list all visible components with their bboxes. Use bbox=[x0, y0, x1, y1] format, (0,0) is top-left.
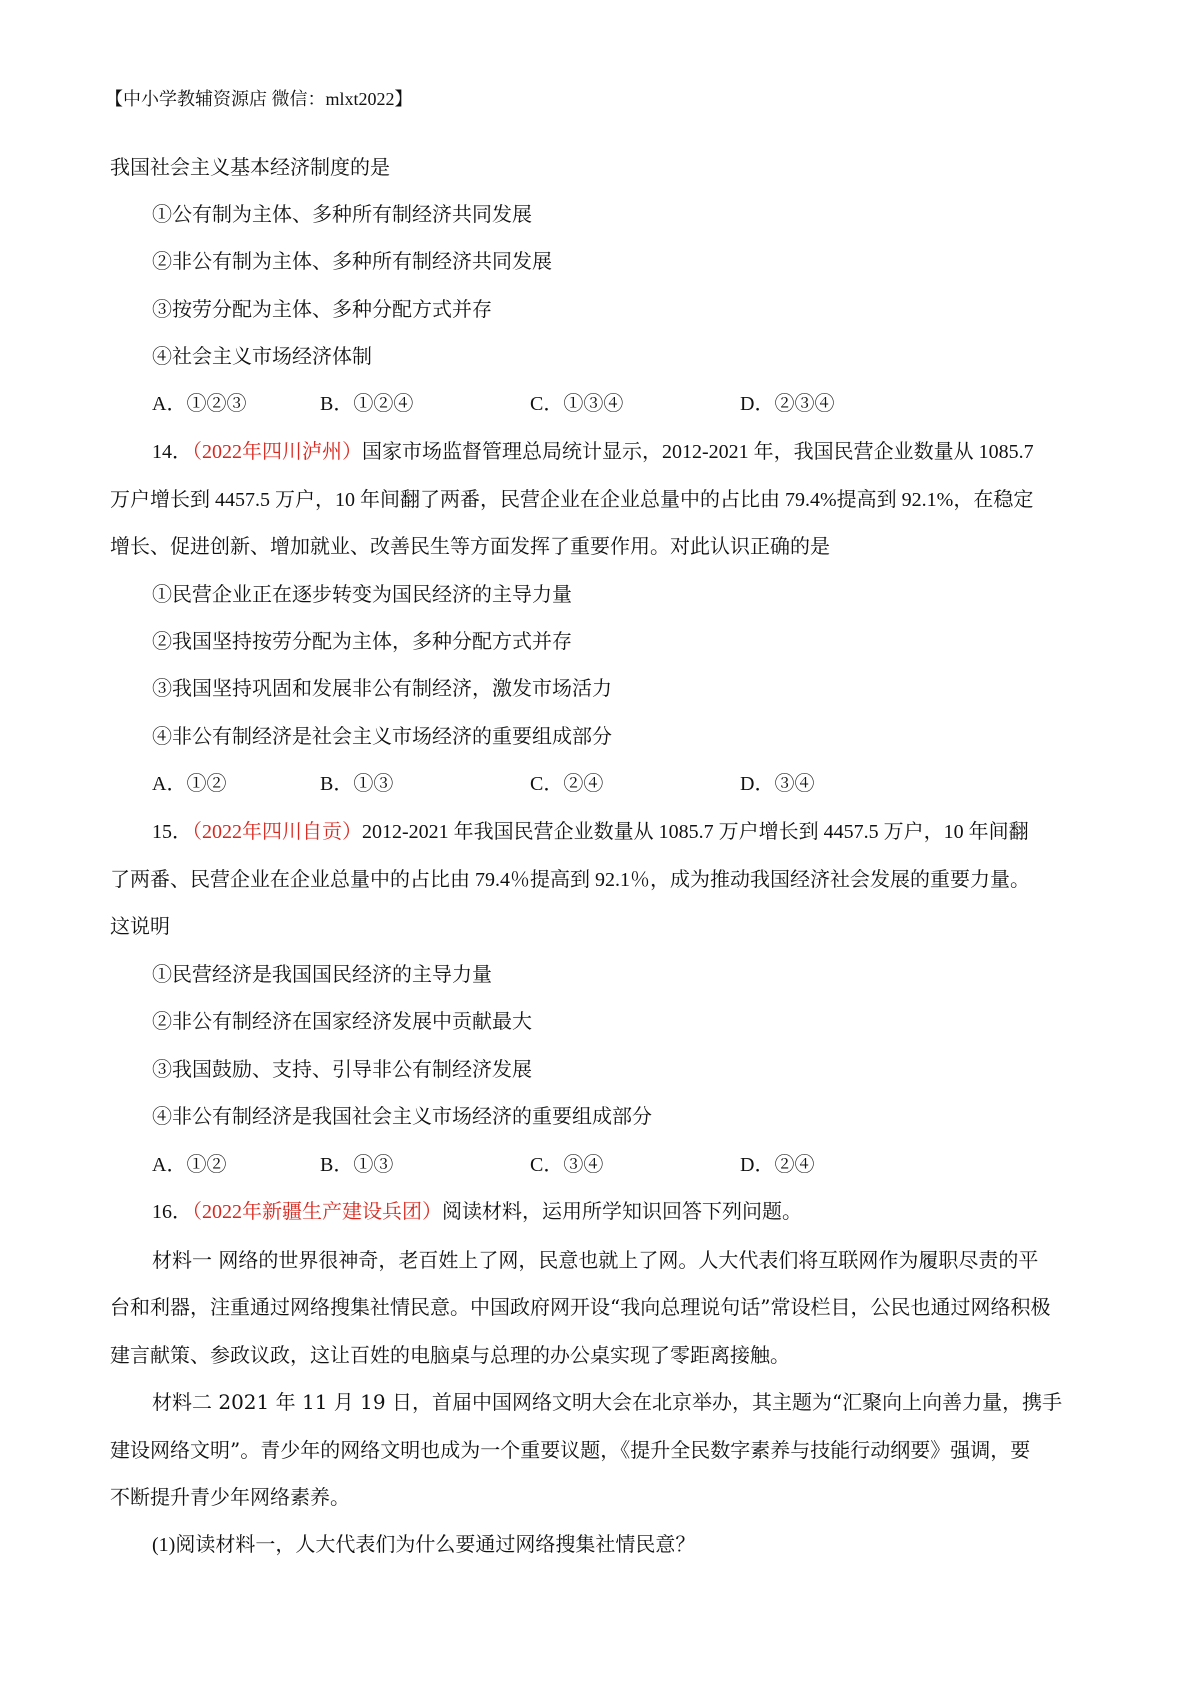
q16-stem-text: 阅读材料，运用所学知识回答下列问题。 bbox=[442, 1201, 802, 1223]
page-header: 【中小学教辅资源店 微信：mlxt2022】 bbox=[105, 89, 413, 109]
q15-item-1: ①民营经济是我国国民经济的主导力量 bbox=[152, 964, 492, 986]
q13-item-4: ④社会主义市场经济体制 bbox=[152, 346, 372, 368]
q15-stem-line-3: 这说明 bbox=[110, 916, 170, 938]
q16-stem-line bbox=[152, 1198, 802, 1226]
q14-choice-c: C．②④ bbox=[530, 773, 604, 795]
q15-item-4: ④非公有制经济是我国社会主义市场经济的重要组成部分 bbox=[152, 1106, 652, 1128]
q13-item-3: ③按劳分配为主体、多种分配方式并存 bbox=[152, 299, 492, 321]
q14-stem-line-2: 万户增长到 4457.5 万户，10 年间翻了两番，民营企业在企业总量中的占比由 79.4%提高到 92.1%，在稳定 bbox=[110, 489, 1034, 511]
q13-choice-b: B．①②④ bbox=[320, 393, 414, 415]
q16-material2-line-3: 不断提升青少年网络素养。 bbox=[110, 1485, 350, 1509]
q14-choice-a: A．①② bbox=[152, 773, 227, 795]
q15-stem-line-1 bbox=[152, 818, 1029, 846]
q15-choice-d: D．②④ bbox=[740, 1154, 815, 1176]
q14-stem-line-1 bbox=[152, 438, 1034, 466]
q14-item-4: ④非公有制经济是社会主义市场经济的重要组成部分 bbox=[152, 726, 612, 748]
q14-choice-b: B．①③ bbox=[320, 773, 394, 795]
q16-material2-line-2: 建设网络文明”。青少年的网络文明也成为一个重要议题，《提升全民数字素养与技能行动纲要》强调，要 bbox=[110, 1438, 1031, 1462]
q15-source: （2022年四川自贡） bbox=[192, 821, 362, 843]
q13-choice-c: C．①③④ bbox=[530, 393, 624, 415]
q15-stem-text-1: 2012-2021 年我国民营企业数量从 1085.7 万户增长到 4457.5 万户，10 年间翻 bbox=[362, 821, 1029, 843]
q15-choice-b: B．①③ bbox=[320, 1154, 394, 1176]
q16-number: 16． bbox=[152, 1201, 192, 1223]
q16-material2-line-1: 材料二 2021 年 11 月 19 日，首届中国网络文明大会在北京举办，其主题为“汇聚向上向善力量，携手 bbox=[152, 1390, 1063, 1414]
q15-item-2: ②非公有制经济在国家经济发展中贡献最大 bbox=[152, 1011, 532, 1033]
q15-number: 15． bbox=[152, 821, 192, 843]
q16-subquestion-1: (1)阅读材料一，人大代表们为什么要通过网络搜集社情民意？ bbox=[152, 1534, 696, 1556]
q16-source: （2022年新疆生产建设兵团） bbox=[192, 1201, 442, 1223]
q16-material1-line-2: 台和利器，注重通过网络搜集社情民意。中国政府网开设“我向总理说句话”常设栏目，公民也通过网络积极 bbox=[110, 1295, 1051, 1319]
q14-stem-line-3: 增长、促进创新、增加就业、改善民生等方面发挥了重要作用。对此认识正确的是 bbox=[110, 536, 830, 558]
q16-material1-line-1: 材料一 网络的世界很神奇，老百姓上了网，民意也就上了网。人大代表们将互联网作为履职尽责的平 bbox=[152, 1248, 1039, 1272]
q14-item-3: ③我国坚持巩固和发展非公有制经济，激发市场活力 bbox=[152, 678, 612, 700]
q14-stem-text-1: 国家市场监督管理总局统计显示，2012-2021 年，我国民营企业数量从 1085.7 bbox=[362, 441, 1034, 463]
q15-choice-c: C．③④ bbox=[530, 1154, 604, 1176]
q15-stem-line-2: 了两番、民营企业在企业总量中的占比由 79.4％提高到 92.1％，成为推动我国经济社会发展的重要力量。 bbox=[110, 869, 1030, 891]
q13-item-1: ①公有制为主体、多种所有制经济共同发展 bbox=[152, 204, 532, 226]
q14-number: 14． bbox=[152, 441, 192, 463]
q14-source: （2022年四川泸州） bbox=[192, 441, 362, 463]
q13-stem: 我国社会主义基本经济制度的是 bbox=[110, 157, 390, 179]
q15-item-3: ③我国鼓励、支持、引导非公有制经济发展 bbox=[152, 1059, 532, 1081]
q14-choice-d: D．③④ bbox=[740, 773, 815, 795]
q14-item-1: ①民营企业正在逐步转变为国民经济的主导力量 bbox=[152, 584, 572, 606]
q13-choice-a: A．①②③ bbox=[152, 393, 247, 415]
q15-choice-a: A．①② bbox=[152, 1154, 227, 1176]
q13-choice-d: D．②③④ bbox=[740, 393, 835, 415]
q13-item-2: ②非公有制为主体、多种所有制经济共同发展 bbox=[152, 251, 552, 273]
q16-material1-line-3: 建言献策、参政议政，这让百姓的电脑桌与总理的办公桌实现了零距离接触。 bbox=[110, 1343, 790, 1367]
q14-item-2: ②我国坚持按劳分配为主体，多种分配方式并存 bbox=[152, 631, 572, 653]
